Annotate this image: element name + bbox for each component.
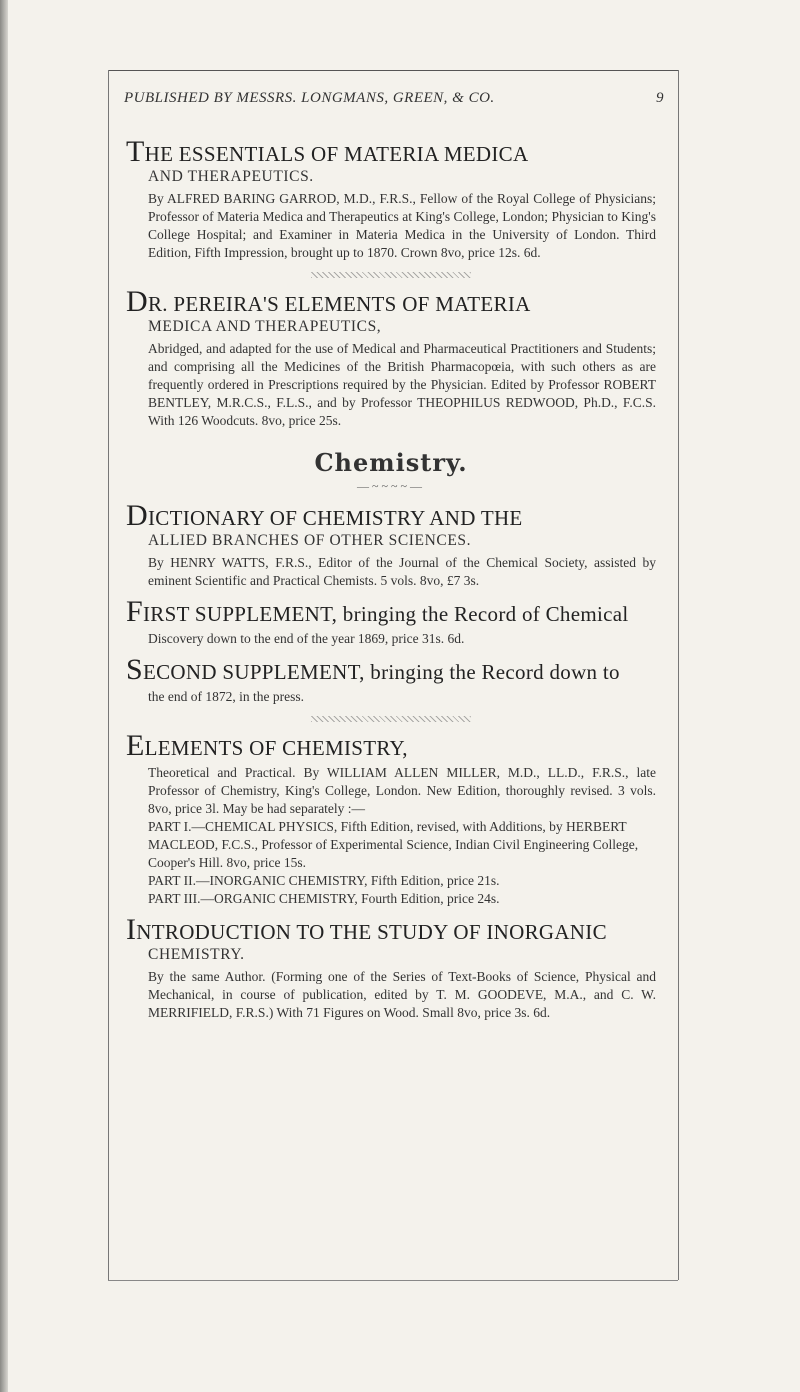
part-text: —CHEMICAL PHYSICS, Fifth Edition, revised, with Additions, by HERBERT MACLEOD, F.C.S., Professor of Experimental Science, Indian Civil Engineering College, Cooper's Hill. 8vo, price 15s. (148, 819, 639, 870)
entry-body: Theoretical and Practical. By WILLIAM ALLEN MILLER, M.D., LL.D., F.R.S., late Professor of Chemistry, King's College, London. New Edition, thoroughly revised. 3 vols. 8vo, price 3l. May be had separately :— (148, 765, 656, 816)
section-ornament: —~~~~— (357, 479, 425, 493)
drop-initial: D (126, 499, 148, 532)
drop-initial: D (126, 285, 148, 318)
title-text: R. PEREIRA'S ELEMENTS OF MATERIA (147, 292, 531, 316)
entry-subtitle: AND THERAPEUTICS. (148, 168, 314, 185)
drop-initial: S (126, 653, 143, 686)
entry-title (126, 913, 656, 946)
entry-elements-chemistry (126, 729, 656, 908)
part-label: PART I. (148, 819, 192, 834)
page-content (126, 135, 656, 1032)
entry-title (126, 595, 656, 628)
right-border (678, 70, 679, 1280)
title-text: NTRODUCTION TO THE STUDY OF INORGANIC (136, 920, 607, 944)
drop-initial: T (126, 135, 145, 168)
part-item (126, 818, 656, 872)
part-label: PART III. (148, 891, 201, 906)
entry-title (126, 729, 656, 762)
entry-first-supplement (126, 595, 656, 648)
title-text: ICTIONARY OF CHEMISTRY AND THE (147, 506, 523, 530)
title-text: IRST SUPPLEMENT, bringing the Record of Chemical (143, 602, 629, 626)
entry-introduction-inorganic (126, 913, 656, 1022)
drop-initial: E (126, 729, 145, 762)
entry-subtitle: CHEMISTRY. (148, 946, 245, 963)
title-text: HE ESSENTIALS OF MATERIA MEDICA (144, 142, 529, 166)
drop-initial: F (126, 595, 143, 628)
page-number: 9 (656, 90, 664, 106)
drop-initial: I (126, 913, 137, 946)
entry-title (126, 285, 656, 318)
entry-subtitle: ALLIED BRANCHES OF OTHER SCIENCES. (148, 532, 472, 549)
running-head (124, 90, 664, 107)
divider (311, 716, 471, 722)
entry-body: Abridged, and adapted for the use of Medical and Pharmaceutical Practitioners and Students; and comprising all the Medicines of the British Pharmacopœia, with such others as are frequently ordered in Prescriptions required by the Physician. Edited by Professor ROBERT BENTLEY, M.R.C.S., F.L.S., and by Professor THEOPHILUS REDWOOD, Ph.D., F.C.S. With 126 Woodcuts. 8vo, price 25s. (148, 341, 656, 428)
entry-dictionary (126, 499, 656, 590)
title-text: ECOND SUPPLEMENT, bringing the Record down to (143, 660, 620, 684)
section-heading: Chemistry. (314, 448, 468, 477)
entry-body: By ALFRED BARING GARROD, M.D., F.R.S., Fellow of the Royal College of Physicians; Professor of Materia Medica and Therapeutics at King's College, London; Physician to King's College Hospital; and Examiner in Materia Medica in the University of London. Third Edition, Fifth Impression, brought up to 1870. Crown 8vo, price 12s. 6d. (148, 191, 656, 260)
entry-subtitle: MEDICA AND THERAPEUTICS, (148, 318, 382, 335)
entry-body: Discovery down to the end of the year 1869, price 31s. 6d. (148, 631, 465, 646)
part-text: —INORGANIC CHEMISTRY, Fifth Edition, price 21s. (195, 873, 500, 888)
divider (311, 272, 471, 278)
entry-body: By HENRY WATTS, F.R.S., Editor of the Journal of the Chemical Society, assisted by eminent Scientific and Practical Chemists. 5 vols. 8vo, £7 3s. (148, 555, 656, 588)
entry-second-supplement (126, 653, 656, 706)
bottom-rule (108, 1280, 678, 1281)
page-binding-edge (0, 0, 8, 1392)
top-rule (108, 70, 678, 71)
running-head-title: PUBLISHED BY MESSRS. LONGMANS, GREEN, & CO. (124, 90, 495, 106)
part-label: PART II. (148, 873, 196, 888)
entry-title (126, 499, 656, 532)
part-text: —ORGANIC CHEMISTRY, Fourth Edition, price 24s. (200, 891, 500, 906)
part-item (126, 872, 656, 890)
entry-body: the end of 1872, in the press. (148, 689, 304, 704)
entry-title (126, 653, 656, 686)
entry-pereira (126, 285, 656, 430)
entry-garrod (126, 135, 656, 262)
entry-title (126, 135, 656, 168)
title-text: LEMENTS OF CHEMISTRY, (144, 736, 408, 760)
entry-body: By the same Author. (Forming one of the Series of Text-Books of Science, Physical and Mechanical, in course of publication, edited by T. M. GOODEVE, M.A., and C. W. MERRIFIELD, F.R.S.) With 71 Figures on Wood. Small 8vo, price 3s. 6d. (148, 969, 656, 1020)
part-item (126, 890, 656, 908)
left-border (108, 70, 109, 1280)
